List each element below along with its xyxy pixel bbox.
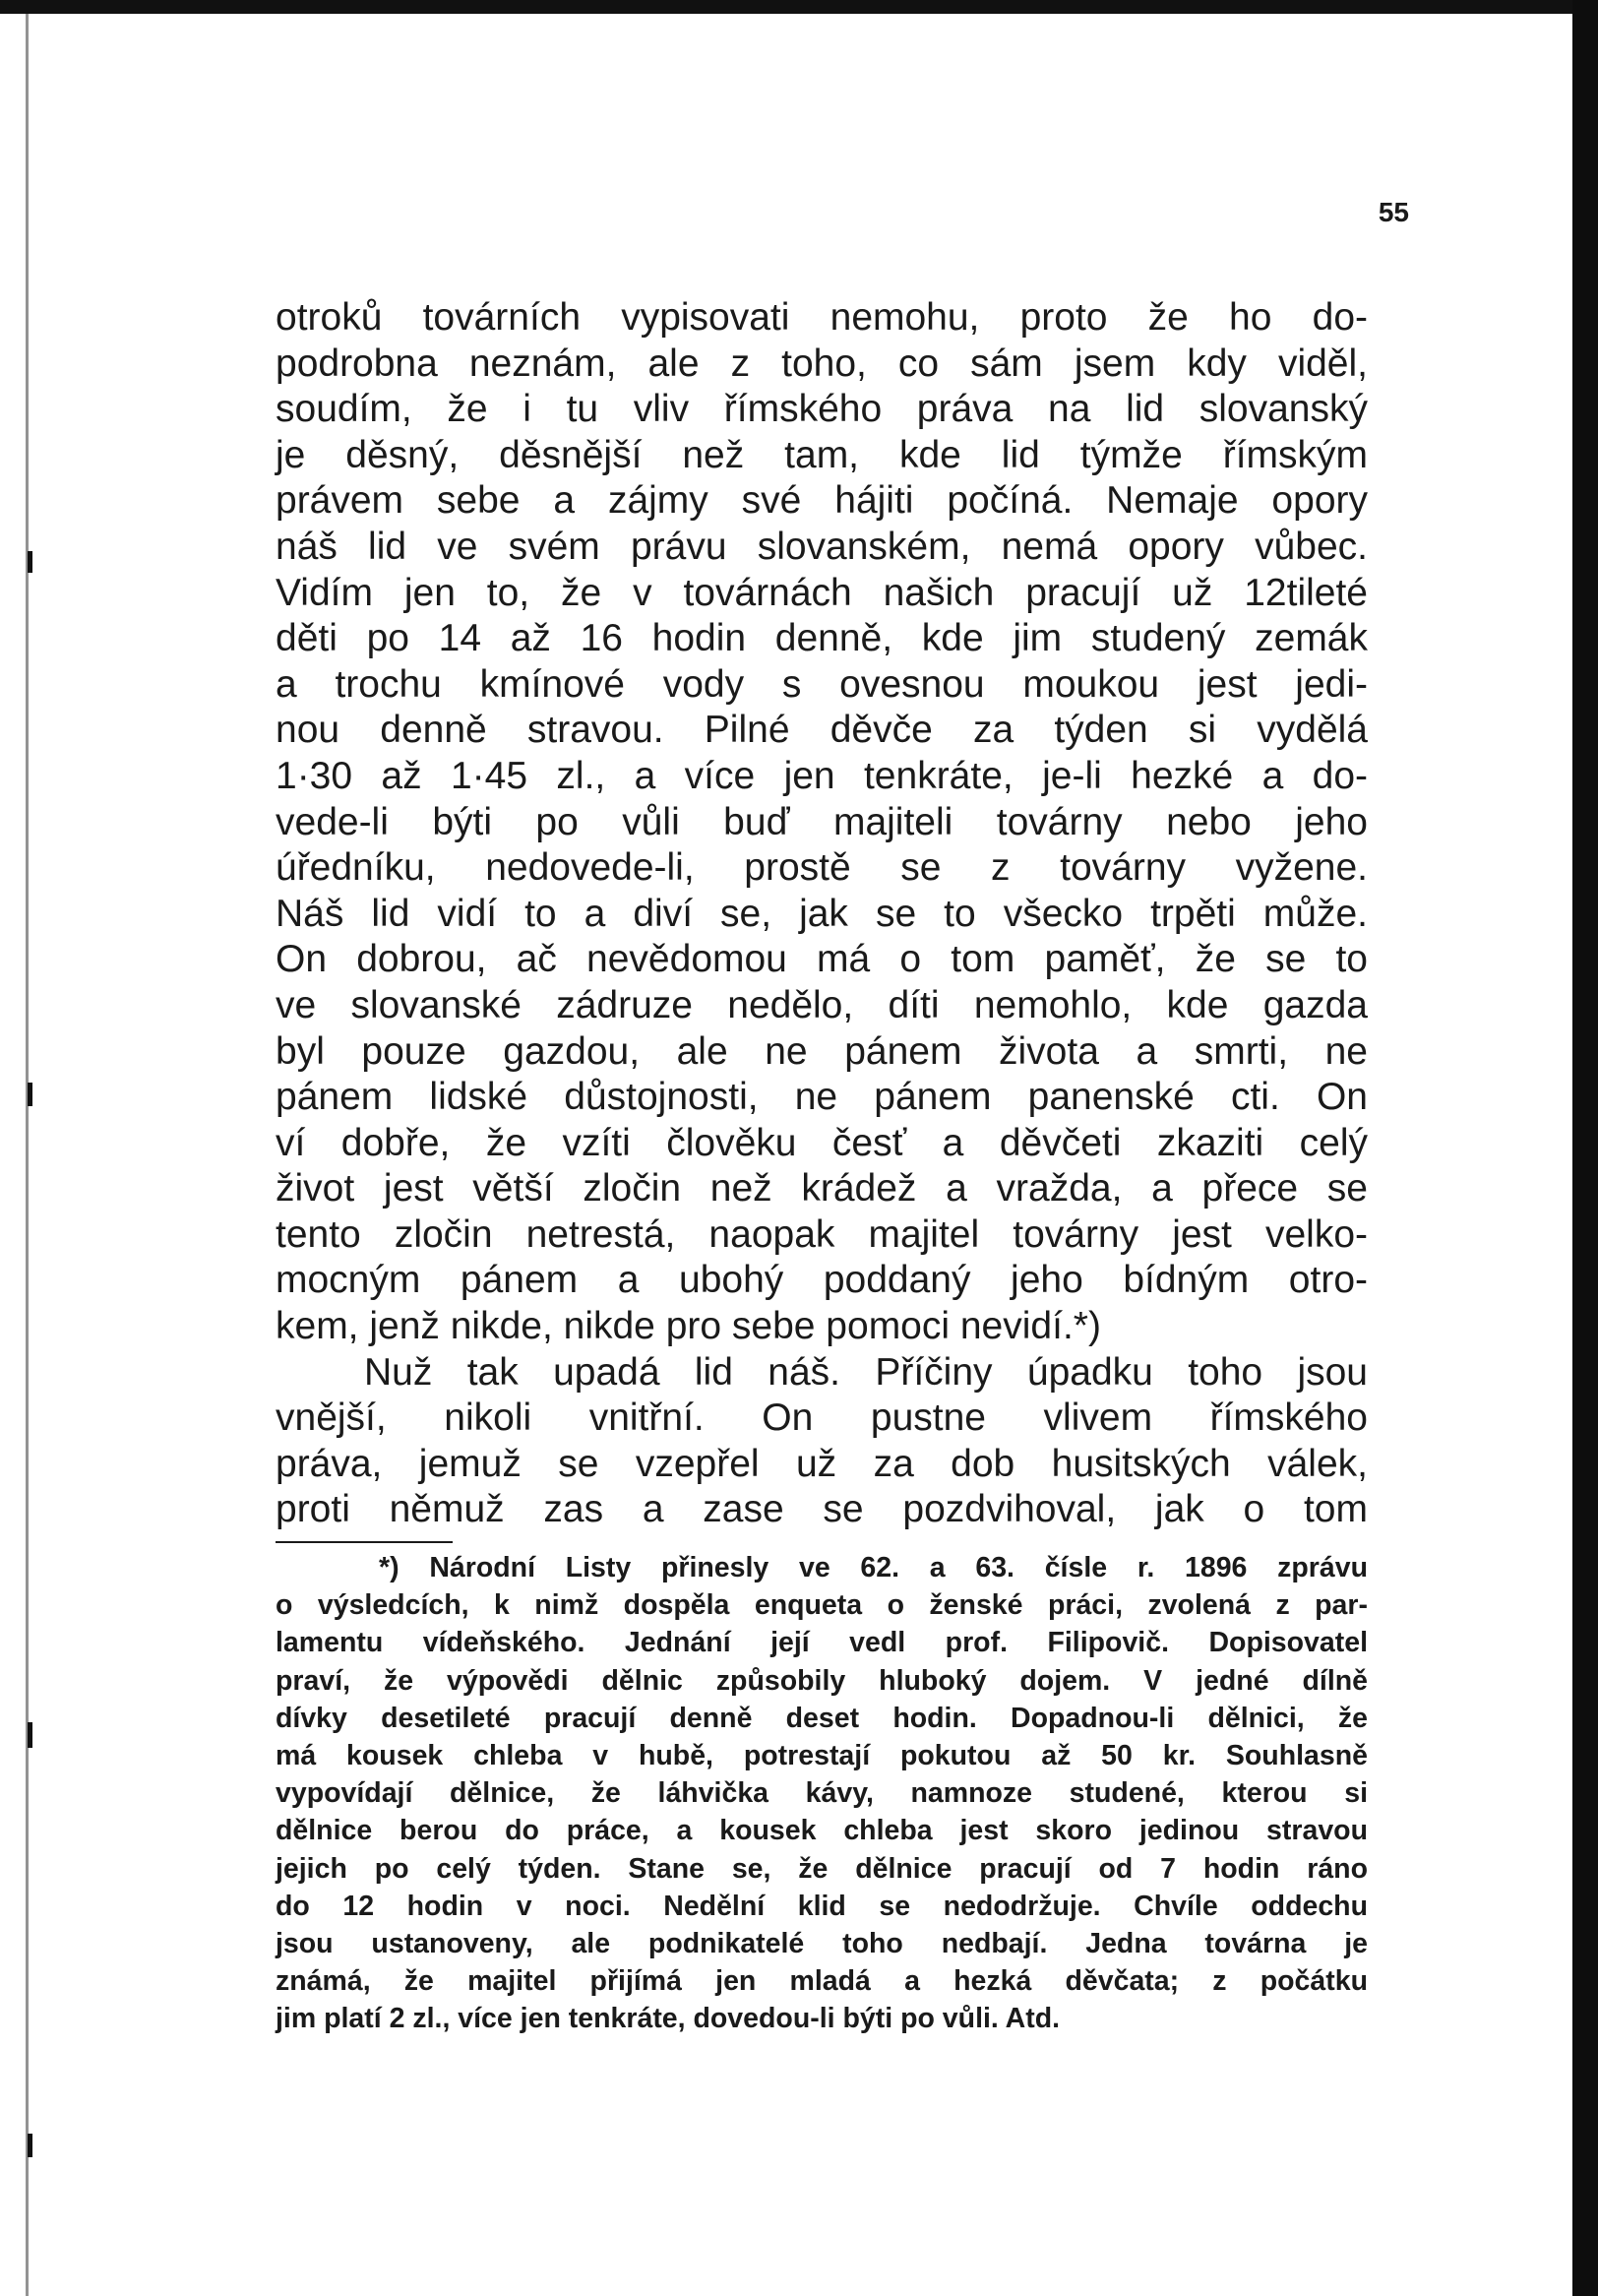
text-line: úředníku, nedovede-li, prostě se z továrny vyžene. <box>276 846 1368 890</box>
footnote-line: jejich po celý týden. Stane se, že dělnice pracují od 7 hodin ráno <box>276 1852 1368 1885</box>
page-number: 55 <box>1378 197 1409 227</box>
text-line: tento zločin netrestá, naopak majitel továrny jest velko- <box>276 1212 1368 1256</box>
footnote-line: jsou ustanoveny, ale podnikatelé toho nedbají. Jedna továrna je <box>276 1927 1368 1959</box>
text-line: je děsný, děsnější než tam, kde lid týmže římským <box>276 433 1368 476</box>
scan-border-right <box>1572 0 1598 2296</box>
text-line: soudím, že i tu vliv římského práva na lid slovanský <box>276 388 1368 431</box>
gutter-mark <box>28 1722 32 1748</box>
scan-border-top <box>0 0 1598 14</box>
text-line: mocným pánem a ubohý poddaný jeho bídným otro- <box>276 1259 1368 1302</box>
main-text-block <box>276 295 1368 1533</box>
text-line: právem sebe a zájmy své hájiti počíná. Nemaje opory <box>276 479 1368 523</box>
footnote-block <box>276 1549 1368 2037</box>
text-line: Náš lid vidí to a diví se, jak se to všecko trpěti může. <box>276 892 1368 935</box>
footnote-line: *) Národní Listy přinesly ve 62. a 63. čísle r. 1896 zprávu <box>379 1552 1368 1583</box>
footnote-line: o výsledcích, k nimž dospěla enqueta o ženské práci, zvolená z par- <box>276 1589 1368 1622</box>
text-line: Vidím jen to, že v továrnách našich pracují už 12tileté <box>276 571 1368 614</box>
text-line: nou denně stravou. Pilné děvče za týden si vydělá <box>276 709 1368 752</box>
text-line: děti po 14 až 16 hodin denně, kde jim studený zemák <box>276 617 1368 660</box>
footnote-line: má kousek chleba v hubě, potrestají pokutou až 50 kr. Souhlasně <box>276 1739 1368 1771</box>
text-line: 1·30 až 1·45 zl., a více jen tenkráte, je-li hezké a do- <box>276 754 1368 797</box>
footnote-line: do 12 hodin v noci. Nedělní klid se nedodržuje. Chvíle oddechu <box>276 1890 1368 1922</box>
text-line: Nuž tak upadá lid náš. Příčiny úpadku toho jsou <box>364 1350 1368 1394</box>
gutter-mark <box>28 2134 32 2157</box>
text-line: proti němuž zas a zase se pozdvihoval, jak o tom <box>276 1488 1368 1531</box>
footnote-line: lamentu vídeňského. Jednání její vedl prof. Filipovič. Dopisovatel <box>276 1627 1368 1659</box>
footnote-line: známá, že majitel přijímá jen mladá a hezká děvčata; z počátku <box>276 1965 1368 1998</box>
footnote-line: dívky desetileté pracují denně deset hodin. Dopadnou-li dělnici, že <box>276 1702 1368 1734</box>
text-line: pánem lidské důstojnosti, ne pánem panenské cti. On <box>276 1076 1368 1119</box>
text-line: byl pouze gazdou, ale ne pánem života a smrti, ne <box>276 1029 1368 1073</box>
text-line: ví dobře, že vzíti člověku česť a děvčeti zkaziti celý <box>276 1121 1368 1164</box>
text-line: otroků továrních vypisovati nemohu, proto že ho do- <box>276 296 1368 339</box>
text-line: práva, jemuž se vzepřel už za dob husitských válek, <box>276 1442 1368 1485</box>
text-line: náš lid ve svém právu slovanském, nemá opory vůbec. <box>276 525 1368 568</box>
footnote-separator <box>276 1541 453 1543</box>
text-line: On dobrou, ač nevědomou má o tom paměť, že se to <box>276 938 1368 981</box>
footnote-line: jim platí 2 zl., více jen tenkráte, dovedou-li býti po vůli. Atd. <box>276 2003 1061 2035</box>
text-line: vede-li býti po vůli buď majiteli továrny nebo jeho <box>276 800 1368 843</box>
gutter-mark <box>28 551 32 573</box>
text-line: podrobna neznám, ale z toho, co sám jsem kdy viděl, <box>276 341 1368 385</box>
text-line: vnější, nikoli vnitřní. On pustne vlivem římského <box>276 1396 1368 1440</box>
binding-gutter-line <box>26 14 29 2296</box>
text-line: kem, jenž nikde, nikde pro sebe pomoci nevidí.*) <box>276 1305 1101 1348</box>
gutter-mark <box>28 1083 32 1106</box>
footnote-line: dělnice berou do práce, a kousek chleba jest skoro jedinou stravou <box>276 1815 1368 1847</box>
footnote-line: vypovídají dělnice, že láhvička kávy, namnoze studené, kterou si <box>276 1777 1368 1810</box>
footnote-line: praví, že výpovědi dělnic způsobily hluboký dojem. V jedné dílně <box>276 1664 1368 1697</box>
text-line: ve slovanské zádruze nedělo, díti nemohlo, kde gazda <box>276 983 1368 1026</box>
text-line: a trochu kmínové vody s ovesnou moukou jest jedi- <box>276 662 1368 706</box>
text-line: život jest větší zločin než krádež a vražda, a přece se <box>276 1167 1368 1210</box>
